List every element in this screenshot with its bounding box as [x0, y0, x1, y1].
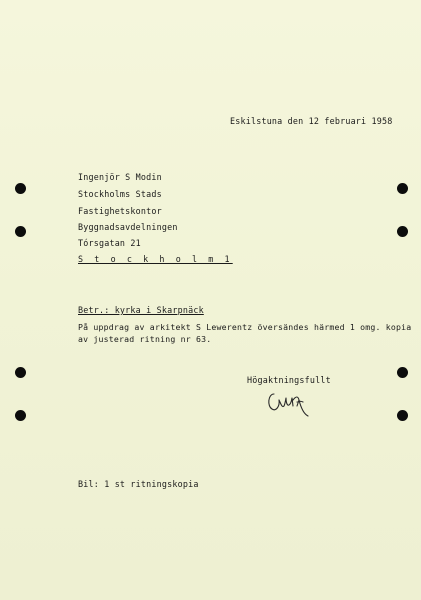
subject-line: Betr.: kyrka i Skarpnäck: [78, 305, 204, 315]
recipient-line-1: Ingenjör S Modin: [78, 172, 162, 182]
punch-hole-left-2: [15, 226, 26, 237]
punch-hole-right-3: [397, 367, 408, 378]
punch-hole-right-4: [397, 410, 408, 421]
punch-hole-right-2: [397, 226, 408, 237]
punch-hole-left-3: [15, 367, 26, 378]
closing: Högaktningsfullt: [247, 375, 331, 385]
body-line-1: På uppdrag av arkitekt S Lewerentz översändes härmed 1 omg. kopia: [78, 322, 412, 332]
recipient-city: S t o c k h o l m 1: [78, 254, 233, 264]
recipient-line-4: Byggnadsavdelningen: [78, 222, 178, 232]
body-line-2: av justerad ritning nr 63.: [78, 334, 212, 344]
place-date: Eskilstuna den 12 februari 1958: [230, 116, 393, 126]
recipient-line-5: Tórsgatan 21: [78, 238, 141, 248]
recipient-line-2: Stockholms Stads: [78, 189, 162, 199]
punch-hole-left-1: [15, 183, 26, 194]
handwritten-signature: [266, 388, 310, 418]
recipient-line-3: Fastighetskontor: [78, 206, 162, 216]
punch-hole-left-4: [15, 410, 26, 421]
punch-hole-right-1: [397, 183, 408, 194]
enclosure-note: Bil: 1 st ritningskopia: [78, 479, 199, 489]
